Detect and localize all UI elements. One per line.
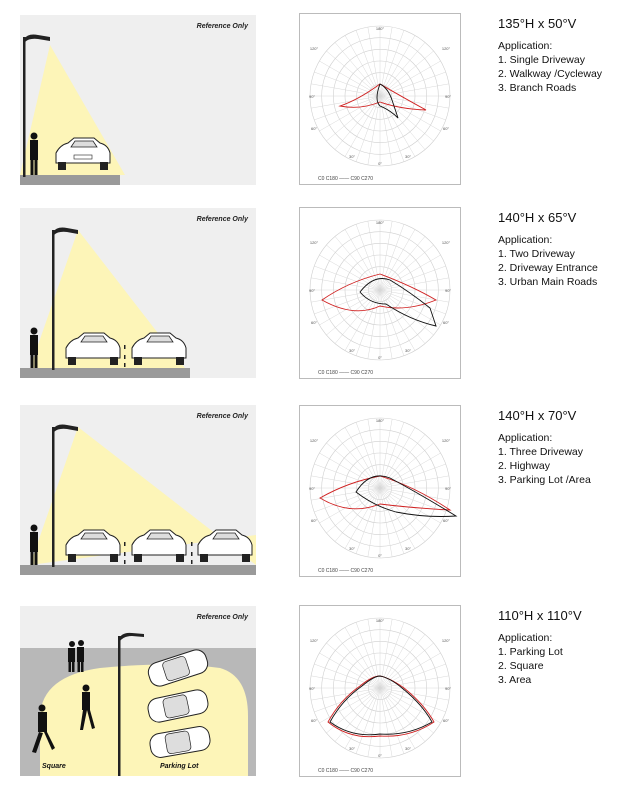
- scene-illustration-3: [20, 405, 256, 575]
- polar-angle-label: 120°: [441, 240, 451, 245]
- c90-c270-curve: [360, 279, 436, 327]
- row-2: [0, 205, 627, 400]
- polar-angle-label: 90°: [308, 94, 316, 99]
- application-item: 3. Branch Roads: [498, 82, 577, 94]
- polar-angle-label: 0°: [378, 753, 382, 758]
- polar-angle-label: 120°: [309, 638, 319, 643]
- application-item: 2. Walkway /Cycleway: [498, 68, 603, 80]
- polar-angle-label: 0°: [378, 355, 382, 360]
- application-item: 1. Two Driveway: [498, 248, 575, 260]
- polar-angle-label: 30°: [348, 348, 356, 353]
- polar-angle-label: 60°: [310, 320, 318, 325]
- polar-angle-label: 120°: [441, 638, 451, 643]
- application-label: Application:: [498, 432, 553, 444]
- application-item: 1. Single Driveway: [498, 54, 585, 66]
- scene-illustration-4: [20, 606, 256, 776]
- polar-angle-label: 90°: [444, 686, 452, 691]
- beam-angle-title: 110°H x 110°V: [498, 608, 582, 623]
- polar-angle-label: 60°: [310, 518, 318, 523]
- polar-legend: C0 C180 —— C90 C270: [318, 370, 374, 376]
- polar-grid-svg: [300, 14, 460, 184]
- beam-angle-title: 135°H x 50°V: [498, 16, 577, 31]
- polar-angle-label: 120°: [309, 438, 319, 443]
- scene-svg-3: [20, 405, 256, 575]
- spec-block-4: [498, 608, 582, 687]
- polar-legend: C0 C180 —— C90 C270: [318, 768, 374, 774]
- polar-angle-label: 120°: [441, 46, 451, 51]
- polar-angle-label: 90°: [444, 486, 452, 491]
- reference-only-label: Reference Only: [196, 23, 248, 30]
- application-item: 2. Highway: [498, 460, 550, 472]
- polar-angle-label: 30°: [404, 154, 412, 159]
- beam-angle-title: 140°H x 70°V: [498, 408, 577, 423]
- application-item: 2. Square: [498, 660, 544, 672]
- application-item: 3. Parking Lot /Area: [498, 474, 591, 486]
- application-item: 1. Parking Lot: [498, 646, 563, 658]
- application-item: 3. Urban Main Roads: [498, 276, 598, 288]
- polar-angle-label: 30°: [404, 348, 412, 353]
- application-label: Application:: [498, 234, 553, 246]
- polar-legend: C0 C180 —— C90 C270: [318, 568, 374, 574]
- polar-angle-label: 0°: [378, 553, 382, 558]
- spec-block-2: [498, 210, 598, 289]
- polar-angle-label: 90°: [444, 94, 452, 99]
- reference-only-label: Reference Only: [196, 413, 248, 420]
- spec-block-1: [498, 16, 602, 95]
- scene-illustration-2: [20, 208, 256, 378]
- polar-angle-label: 120°: [309, 46, 319, 51]
- polar-angle-label: 90°: [308, 686, 316, 691]
- polar-angle-label: 30°: [348, 746, 356, 751]
- polar-diagram-1: [299, 13, 461, 185]
- spec-block-3: [498, 408, 591, 487]
- polar-grid-svg: [300, 406, 460, 576]
- polar-angle-label: 60°: [310, 718, 318, 723]
- reference-only-label: Reference Only: [196, 614, 248, 621]
- application-label: Application:: [498, 40, 553, 52]
- polar-angle-label: 90°: [444, 288, 452, 293]
- row-4: [0, 598, 627, 793]
- polar-angle-label: 180°: [375, 220, 385, 225]
- beam-angle-title: 140°H x 65°V: [498, 210, 577, 225]
- polar-angle-label: 30°: [348, 154, 356, 159]
- polar-angle-label: 180°: [375, 418, 385, 423]
- polar-angle-label: 90°: [308, 486, 316, 491]
- polar-angle-label: 0°: [378, 161, 382, 166]
- polar-angle-label: 120°: [441, 438, 451, 443]
- polar-angle-label: 60°: [442, 718, 450, 723]
- polar-angle-label: 120°: [309, 240, 319, 245]
- reference-only-label: Reference Only: [196, 216, 248, 223]
- polar-angle-label: 180°: [375, 26, 385, 31]
- square-label: Square: [42, 763, 66, 770]
- polar-legend: C0 C180 —— C90 C270: [318, 176, 374, 182]
- polar-grid-svg: [300, 208, 460, 378]
- polar-angle-label: 60°: [442, 518, 450, 523]
- polar-angle-label: 60°: [442, 126, 450, 131]
- application-item: 3. Area: [498, 674, 532, 686]
- application-item: 2. Driveway Entrance: [498, 262, 598, 274]
- polar-angle-label: 60°: [310, 126, 318, 131]
- polar-angle-label: 30°: [404, 746, 412, 751]
- polar-angle-label: 180°: [375, 618, 385, 623]
- application-item: 1. Three Driveway: [498, 446, 584, 458]
- polar-angle-label: 30°: [404, 546, 412, 551]
- polar-angle-label: 90°: [308, 288, 316, 293]
- polar-angle-label: 60°: [442, 320, 450, 325]
- row-3: [0, 402, 627, 597]
- parking-lot-label: Parking Lot: [160, 763, 199, 770]
- scene-svg-4: [20, 606, 256, 776]
- scene-svg-1: [20, 15, 256, 185]
- scene-svg-2: [20, 208, 256, 378]
- polar-angle-label: 30°: [348, 546, 356, 551]
- application-label: Application:: [498, 632, 553, 644]
- scene-illustration-1: [20, 15, 256, 185]
- polar-grid-svg: [300, 606, 460, 776]
- polar-diagram-4: [299, 605, 461, 777]
- polar-diagram-2: [299, 207, 461, 379]
- polar-diagram-3: [299, 405, 461, 577]
- row-1: [0, 10, 627, 205]
